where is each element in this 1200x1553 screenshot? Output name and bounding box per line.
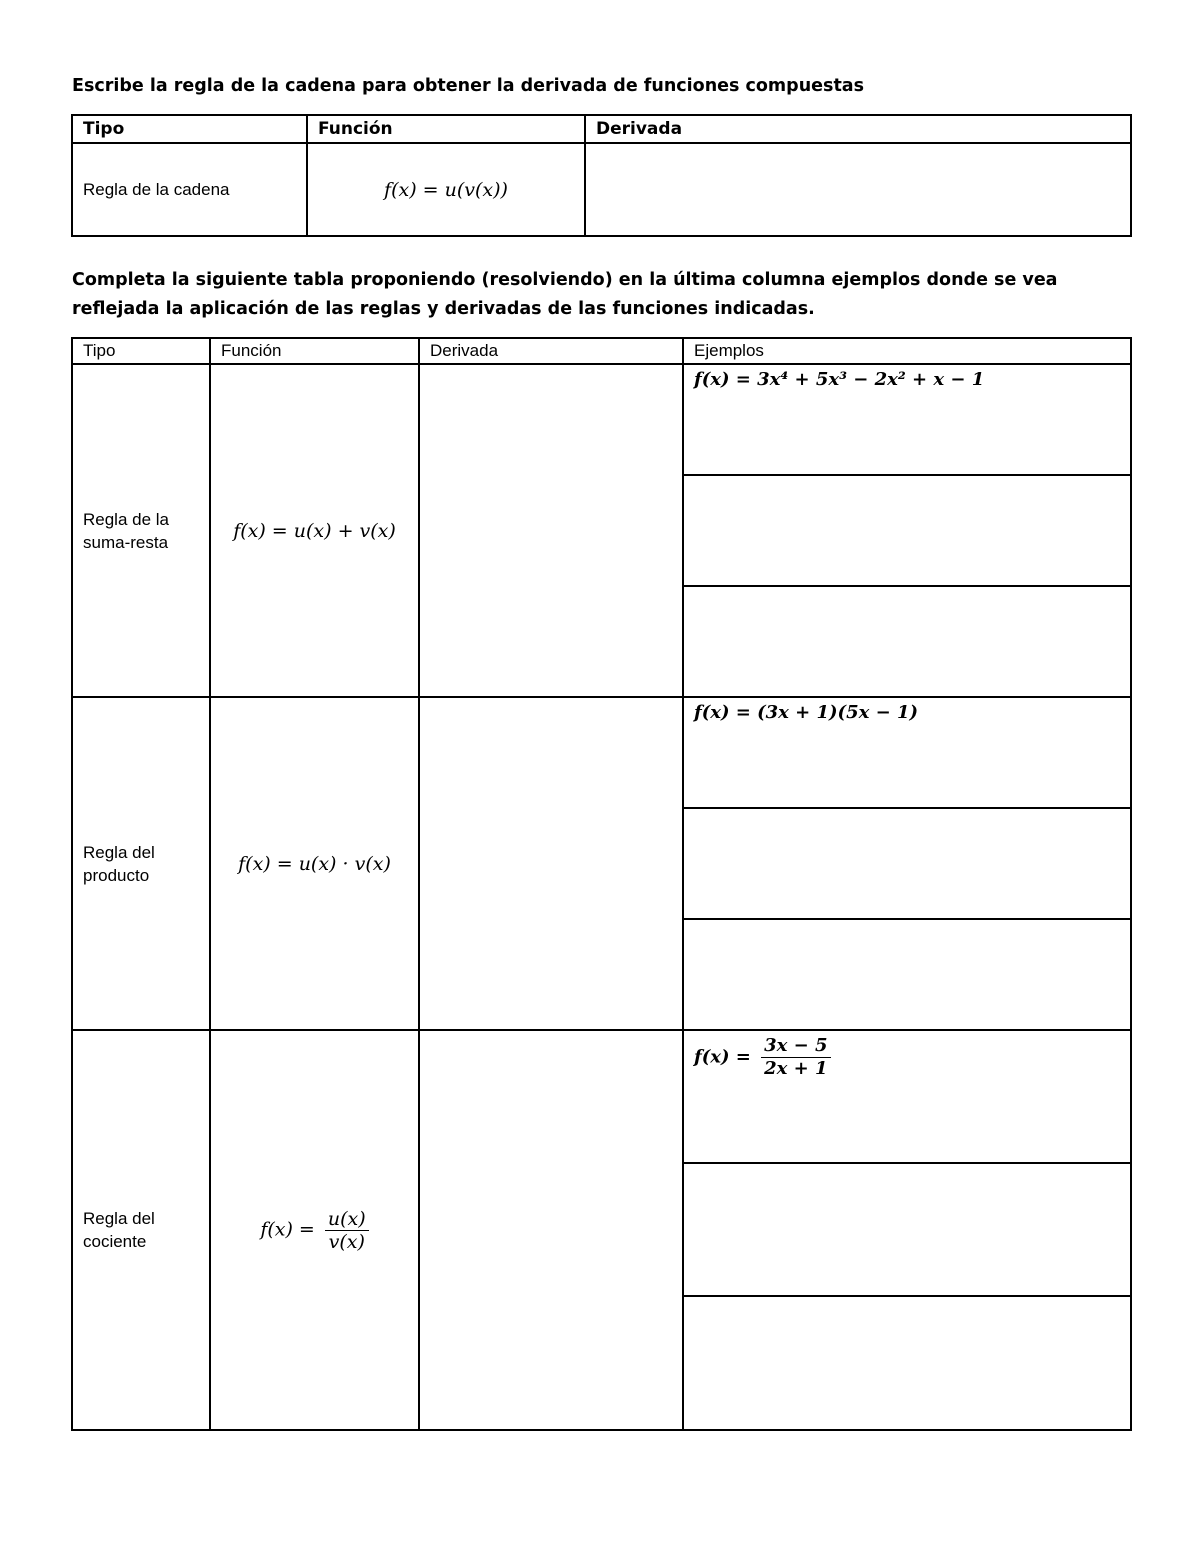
example-suma-equation: f(x) = 3x⁴ + 5x³ − 2x² + x − 1 [694, 369, 985, 390]
funcion-cociente-denominator: v(x) [328, 1230, 365, 1253]
example-producto-equation: f(x) = (3x + 1)(5x − 1) [694, 702, 918, 723]
cell-derivada-suma[interactable] [419, 364, 683, 697]
example-suma-2[interactable] [683, 475, 1131, 586]
funcion-cociente-numerator: u(x) [325, 1208, 369, 1231]
example-suma-1[interactable] [683, 364, 1131, 475]
section1-title: Escribe la regla de la cadena para obtener la derivada de funciones compuestas [72, 76, 865, 96]
example-suma-3[interactable] [683, 586, 1131, 697]
example-producto-1[interactable] [683, 697, 1131, 808]
example-cociente-2[interactable] [683, 1163, 1131, 1296]
cell-derivada-producto[interactable] [419, 697, 683, 1030]
example-cociente-denominator: 2x + 1 [764, 1058, 828, 1079]
example-cociente-fraction [761, 1035, 830, 1080]
cell-tipo-producto: Regla del producto [72, 697, 210, 1030]
section2-title: Completa la siguiente tabla proponiendo (resolviendo) en la última columna ejemplos donde se vea reflejada la aplicación de las reglas y derivadas de las funciones indicadas. [72, 270, 1058, 319]
header-derivada: Derivada [585, 115, 1131, 143]
example-cociente-numerator: 3x − 5 [761, 1035, 830, 1058]
header-funcion: Función [307, 115, 585, 143]
example-cociente-equation [694, 1031, 1130, 1080]
cell-tipo-suma: Regla de la suma-resta [72, 364, 210, 697]
header-funcion: Función [210, 338, 419, 364]
cell-funcion-producto: f(x) = u(x) · v(x) [210, 697, 419, 1030]
example-producto-2[interactable] [683, 808, 1131, 919]
funcion-cociente-fraction [325, 1208, 369, 1253]
example-cociente-lhs: f(x) = [694, 1046, 751, 1068]
cell-derivada-cadena[interactable] [585, 143, 1131, 236]
funcion-cociente-lhs: f(x) = [260, 1218, 315, 1240]
cell-tipo-cadena: Regla de la cadena [72, 143, 307, 236]
cell-funcion-cociente [210, 1030, 419, 1430]
rules-table [71, 337, 1132, 1431]
chain-rule-table [71, 114, 1132, 237]
cell-funcion-suma: f(x) = u(x) + v(x) [210, 364, 419, 697]
example-cociente-3[interactable] [683, 1296, 1131, 1430]
header-tipo: Tipo [72, 115, 307, 143]
cell-derivada-cociente[interactable] [419, 1030, 683, 1430]
example-producto-3[interactable] [683, 919, 1131, 1030]
example-cociente-1[interactable] [683, 1030, 1131, 1163]
header-tipo: Tipo [72, 338, 210, 364]
header-ejemplos: Ejemplos [683, 338, 1131, 364]
cell-funcion-cadena: f(x) = u(v(x)) [307, 143, 585, 236]
header-derivada: Derivada [419, 338, 683, 364]
cell-tipo-cociente: Regla del cociente [72, 1030, 210, 1430]
